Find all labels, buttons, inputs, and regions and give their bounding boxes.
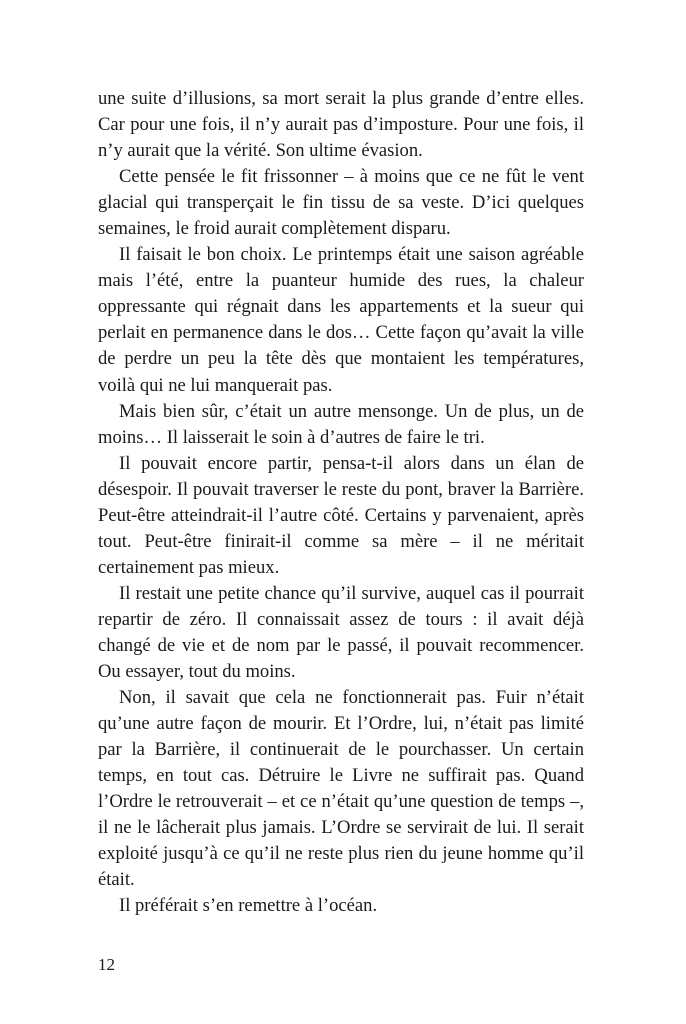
page-body xyxy=(98,86,584,920)
paragraph: Mais bien sûr, c’était un autre mensonge. Un de plus, un de moins… Il laisserait le soin à d’autres de faire le tri. xyxy=(98,400,584,448)
page-number: 12 xyxy=(98,955,115,974)
paragraph: une suite d’illusions, sa mort serait la plus grande d’entre elles. Car pour une fois, il n’y aurait pas d’imposture. Pour une fois, il n’y aurait que la vérité. Son ultime évasion. xyxy=(98,88,584,162)
paragraph: Il préférait s’en remettre à l’océan. xyxy=(119,895,378,917)
paragraph: Non, il savait que cela ne fonctionnerait pas. Fuir n’était qu’une autre façon de mourir. Et l’Ordre, lui, n’était pas limité par la Barrière, il continuerait de le pourchasser. Un certain temps, en tout cas. Détruire le Livre ne suffirait pas. Quand l’Ordre le retrouverait – et ce n’était qu’une question de temps –, il ne le lâcherait plus jamais. L’Ordre se servirait de lui. Il serait exploité jusqu’à ce qu’il ne reste plus rien du jeune homme qu’il était. xyxy=(98,687,584,891)
paragraph: Cette pensée le fit frissonner – à moins que ce ne fût le vent glacial qui transperçait le fin tissu de sa veste. D’ici quelques semaines, le froid aurait complètement disparu. xyxy=(98,166,584,240)
paragraph: Il faisait le bon choix. Le printemps était une saison agréable mais l’été, entre la puanteur humide des rues, la chaleur oppressante qui régnait dans les appartements et la sueur qui perlait en permanence dans le dos… Cette façon qu’avait la ville de perdre un peu la tête dès que montaient les températures, voilà qui ne lui manquerait pas. xyxy=(98,244,584,396)
paragraph: Il pouvait encore partir, pensa-t-il alors dans un élan de désespoir. Il pouvait traverser le reste du pont, braver la Barrière. Peut-être atteindrait-il l’autre côté. Certains y parvenaient, après tout. Peut-être finirait-il comme sa mère – il ne méritait certainement pas mieux. xyxy=(98,452,584,578)
paragraph: Il restait une petite chance qu’il survive, auquel cas il pourrait repartir de zéro. Il connaissait assez de tours : il avait déjà changé de vie et de nom par le passé, il pouvait recommencer. Ou essayer, tout du moins. xyxy=(98,582,584,683)
